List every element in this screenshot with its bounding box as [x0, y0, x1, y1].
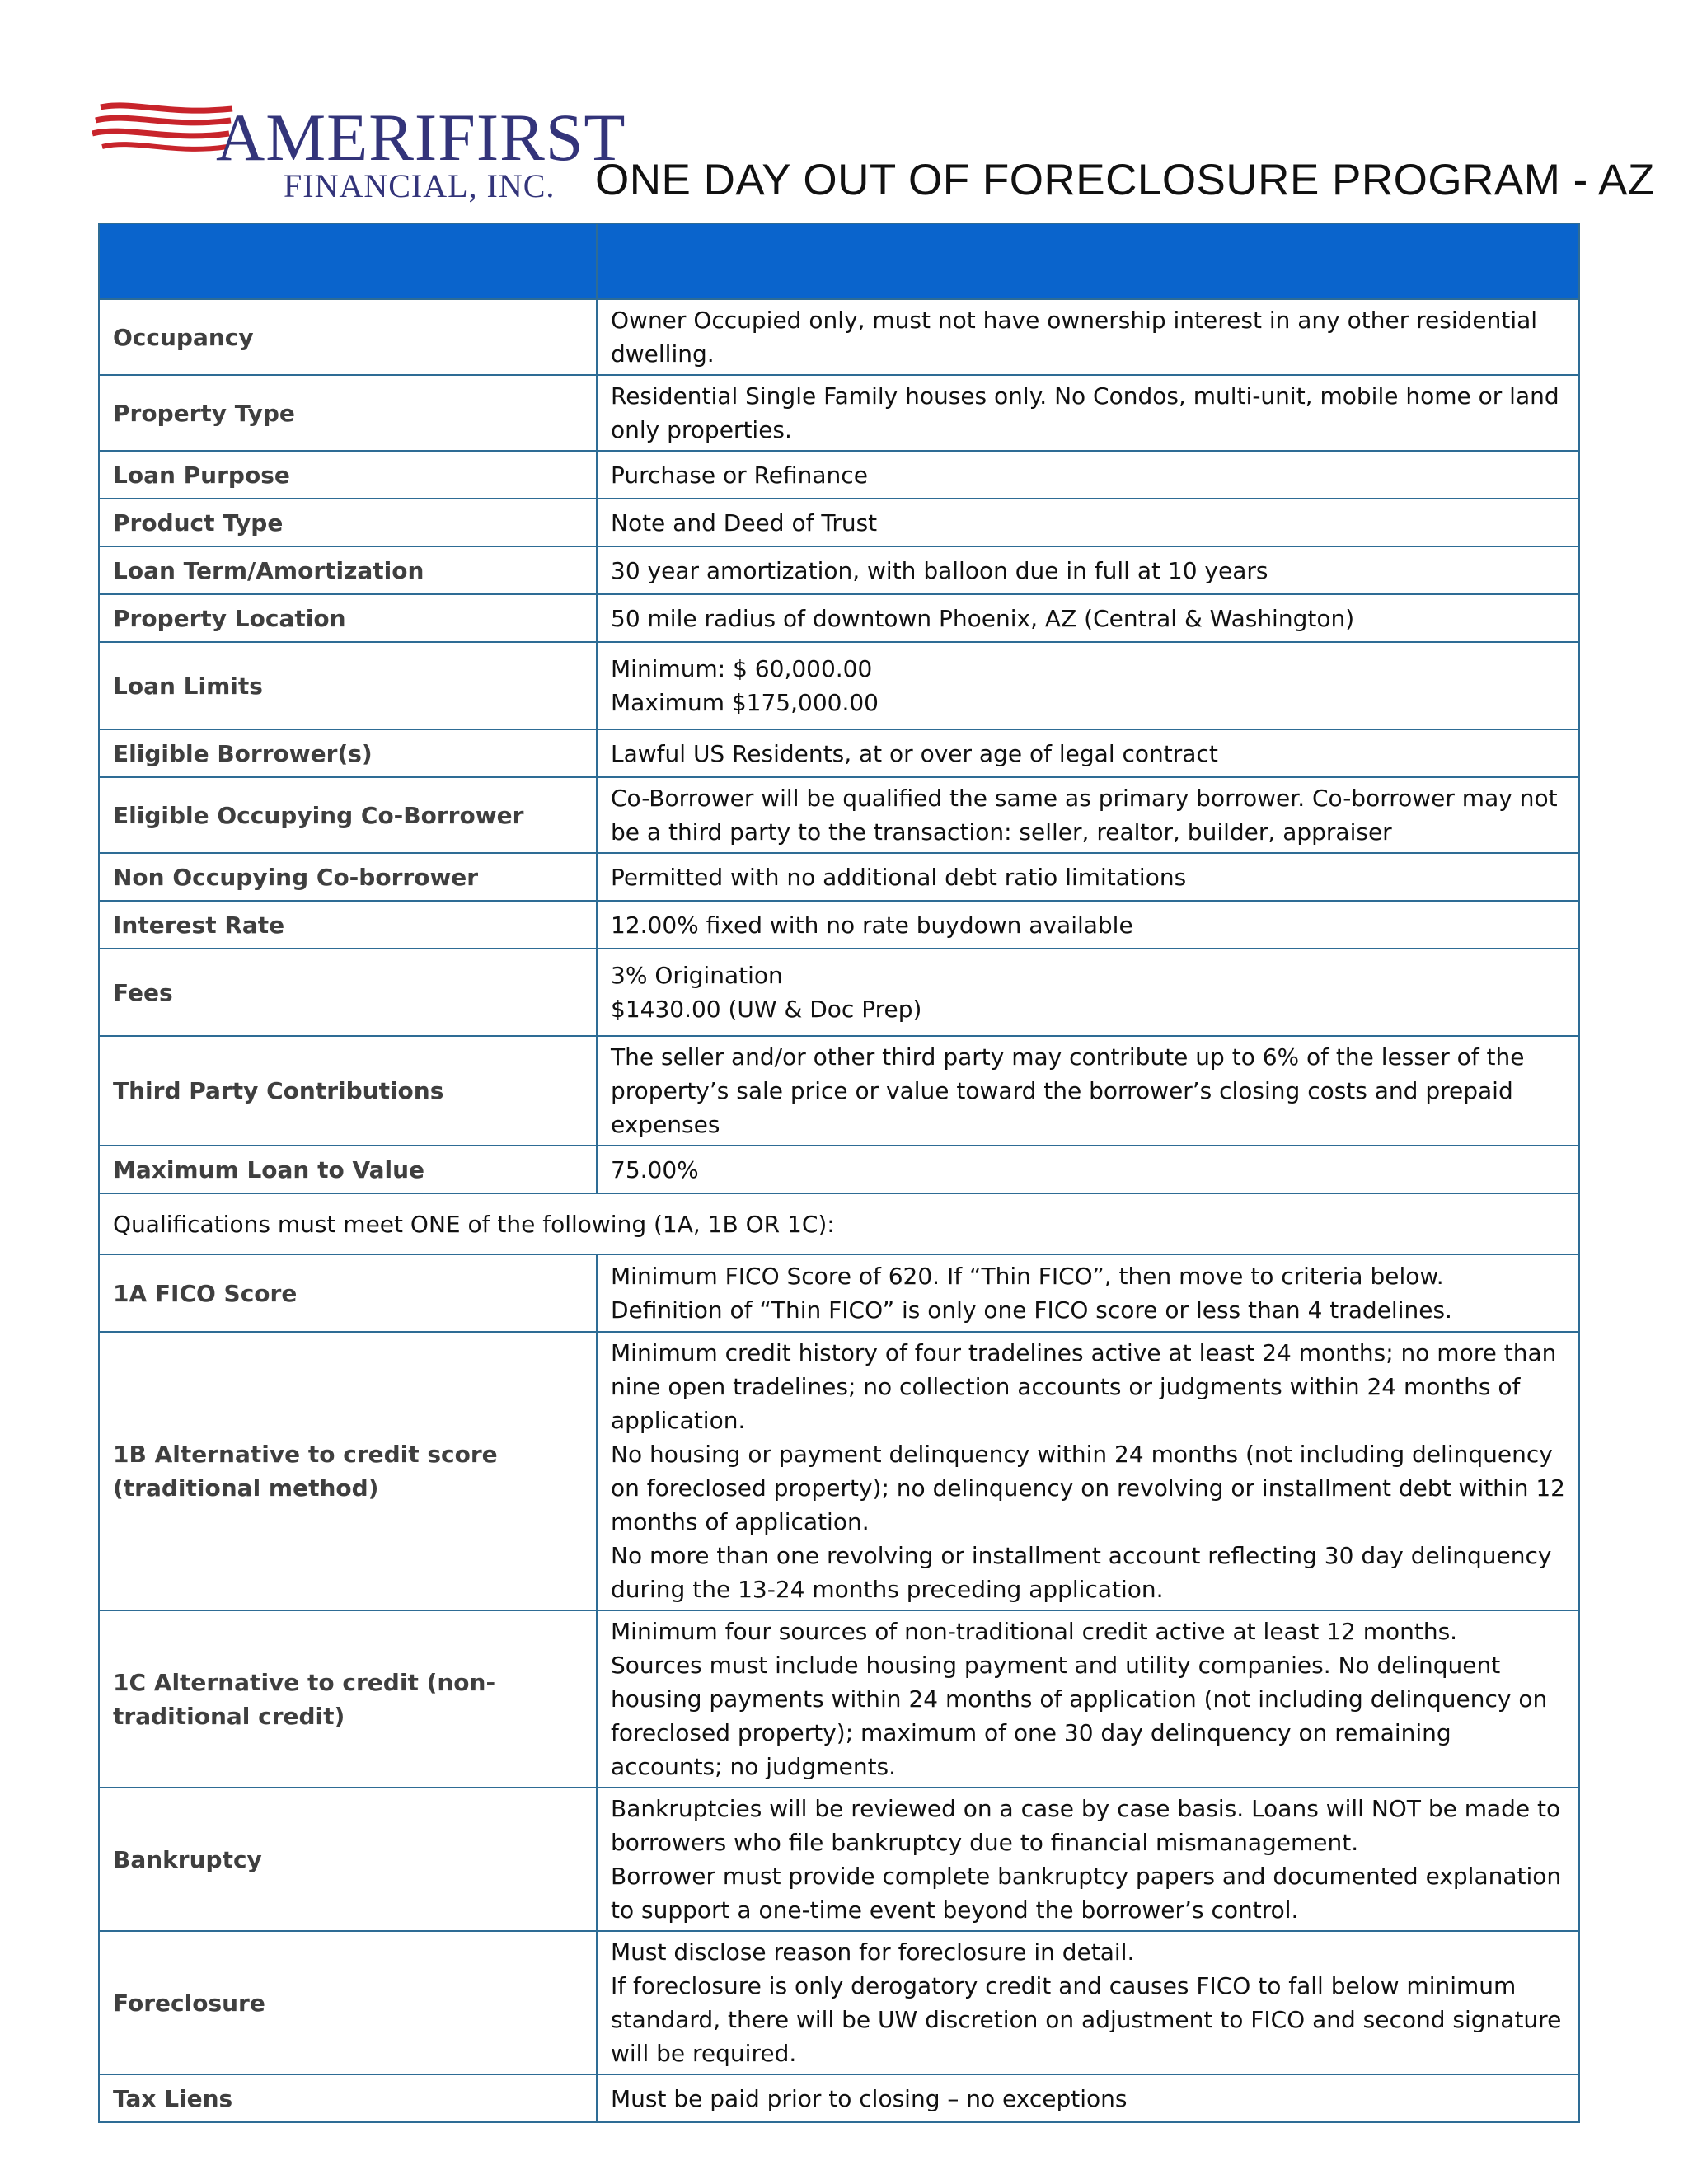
row-value-line: Note and Deed of Trust [611, 509, 878, 537]
row-value-line: Lawful US Residents, at or over age of legal contract [611, 739, 1218, 767]
row-value [597, 2074, 1579, 2122]
row-value [597, 1931, 1579, 2074]
row-value-line: Purchase or Refinance [611, 461, 868, 489]
table-row [99, 375, 1579, 451]
row-label: Loan Term/Amortization [99, 546, 597, 594]
table-row [99, 1788, 1579, 1931]
table-row [99, 777, 1579, 853]
row-label: Interest Rate [99, 901, 597, 949]
row-value-line: 30 year amortization, with balloon due in full at 10 years [611, 556, 1268, 584]
row-label: Bankruptcy [99, 1788, 597, 1931]
table-row [99, 1931, 1579, 2074]
table-row [99, 451, 1579, 499]
row-value-line: 3% Origination [611, 962, 783, 989]
table-row [99, 729, 1579, 777]
table-header-cell-right [597, 223, 1579, 299]
row-value [597, 901, 1579, 949]
table-row [99, 949, 1579, 1036]
logo-subtext: FINANCIAL, INC. [284, 167, 556, 204]
table-row [99, 299, 1579, 375]
table-row [99, 1610, 1579, 1788]
row-value-line: Must disclose reason for foreclosure in detail. [611, 1938, 1135, 1966]
row-value [597, 1254, 1579, 1332]
row-value [597, 1332, 1579, 1610]
row-value [597, 729, 1579, 777]
row-value-line: Residential Single Family houses only. No Condos, multi-unit, mobile home or land only properties. [611, 382, 1559, 443]
row-value-line: If foreclosure is only derogatory credit and causes FICO to fall below minimum standard, there will be UW discretion on adjustment to FICO and second signature will be required. [611, 1972, 1562, 2067]
table-row [99, 594, 1579, 642]
qualification-note: Qualifications must meet ONE of the following (1A, 1B OR 1C): [99, 1193, 1579, 1254]
row-value-line: The seller and/or other third party may contribute up to 6% of the lesser of the property’s sale price or value toward the borrower’s closing costs and prepaid expenses [611, 1043, 1525, 1138]
company-logo [92, 91, 626, 206]
row-value-line: No housing or payment delinquency within 24 months (not including delinquency on foreclosed property); no delinquency on revolving or installment debt within 12 months of application. [611, 1441, 1565, 1535]
row-label: 1C Alternative to credit (non-traditional credit) [99, 1610, 597, 1788]
row-label: Property Type [99, 375, 597, 451]
table-row [99, 546, 1579, 594]
qualification-note-row [99, 1193, 1579, 1254]
row-label: Eligible Occupying Co-Borrower [99, 777, 597, 853]
row-label: Foreclosure [99, 1931, 597, 2074]
row-value-line: Bankruptcies will be reviewed on a case by case basis. Loans will NOT be made to borrowers who file bankruptcy due to financial mismanagement. [611, 1795, 1561, 1856]
row-value-line: Must be paid prior to closing – no exceptions [611, 2084, 1128, 2112]
table-row [99, 1332, 1579, 1610]
row-value [597, 777, 1579, 853]
row-value-line: Minimum four sources of non-traditional credit active at least 12 months. [611, 1618, 1458, 1645]
row-value-line: No more than one revolving or installment account reflecting 30 day delinquency during the 13-24 months preceding application. [611, 1542, 1552, 1603]
row-value-line: Maximum $175,000.00 [611, 689, 879, 716]
row-label: Tax Liens [99, 2074, 597, 2122]
program-table [98, 223, 1580, 2123]
row-value-line: Minimum: $ 60,000.00 [611, 655, 873, 682]
table-row [99, 853, 1579, 901]
table-row [99, 642, 1579, 729]
row-value-line: Owner Occupied only, must not have ownership interest in any other residential dwelling. [611, 307, 1538, 368]
table-row [99, 1036, 1579, 1146]
row-value [597, 1610, 1579, 1788]
row-value-line: Minimum credit history of four tradelines active at least 24 months; no more than nine open tradelines; no collection accounts or judgments within 24 months of application. [611, 1339, 1557, 1434]
row-label: Non Occupying Co-borrower [99, 853, 597, 901]
row-label: Product Type [99, 499, 597, 546]
row-label: Occupancy [99, 299, 597, 375]
row-label: Fees [99, 949, 597, 1036]
row-value [597, 499, 1579, 546]
row-value [597, 594, 1579, 642]
table-row [99, 901, 1579, 949]
page-title: ONE DAY OUT OF FORECLOSURE PROGRAM - AZ [595, 156, 1655, 204]
row-label: Property Location [99, 594, 597, 642]
row-label: 1A FICO Score [99, 1254, 597, 1332]
table-header-row [99, 223, 1579, 299]
row-value [597, 546, 1579, 594]
row-value [597, 451, 1579, 499]
row-label: 1B Alternative to credit score (traditional method) [99, 1332, 597, 1610]
row-value [597, 853, 1579, 901]
row-value-line: Borrower must provide complete bankruptcy papers and documented explanation to support a one-time event beyond the borrower’s control. [611, 1863, 1562, 1924]
row-label: Loan Purpose [99, 451, 597, 499]
row-value-line: 12.00% fixed with no rate buydown available [611, 911, 1133, 939]
row-label: Loan Limits [99, 642, 597, 729]
table-row [99, 2074, 1579, 2122]
row-value [597, 1788, 1579, 1931]
table-row [99, 1146, 1579, 1193]
row-value [597, 642, 1579, 729]
row-value-line: Permitted with no additional debt ratio limitations [611, 863, 1187, 891]
table-header-cell-left [99, 223, 597, 299]
row-label: Maximum Loan to Value [99, 1146, 597, 1193]
logo-wordmark: AMERIFIRST [216, 100, 626, 175]
row-value-line: Minimum FICO Score of 620. If “Thin FICO”, then move to criteria below. [611, 1263, 1444, 1290]
row-value [597, 1146, 1579, 1193]
row-value-line: 50 mile radius of downtown Phoenix, AZ (Central & Washington) [611, 604, 1355, 632]
table-row [99, 499, 1579, 546]
row-value [597, 1036, 1579, 1146]
row-label: Third Party Contributions [99, 1036, 597, 1146]
row-value [597, 299, 1579, 375]
row-value [597, 949, 1579, 1036]
row-label: Eligible Borrower(s) [99, 729, 597, 777]
row-value-line: Co-Borrower will be qualified the same as primary borrower. Co-borrower may not be a third party to the transaction: seller, realtor, builder, appraiser [611, 785, 1558, 846]
row-value-line: Sources must include housing payment and utility companies. No delinquent housing payments within 24 months of application (not including delinquency on foreclosed property); maximum of one 30 day delinquency on remaining accounts; no judgments. [611, 1652, 1548, 1780]
row-value-line: 75.00% [611, 1155, 699, 1183]
row-value [597, 375, 1579, 451]
row-value-line: Definition of “Thin FICO” is only one FICO score or less than 4 tradelines. [611, 1296, 1452, 1324]
table-row [99, 1254, 1579, 1332]
row-value-line: $1430.00 (UW & Doc Prep) [611, 996, 922, 1023]
flag-stripes-icon [92, 101, 237, 158]
